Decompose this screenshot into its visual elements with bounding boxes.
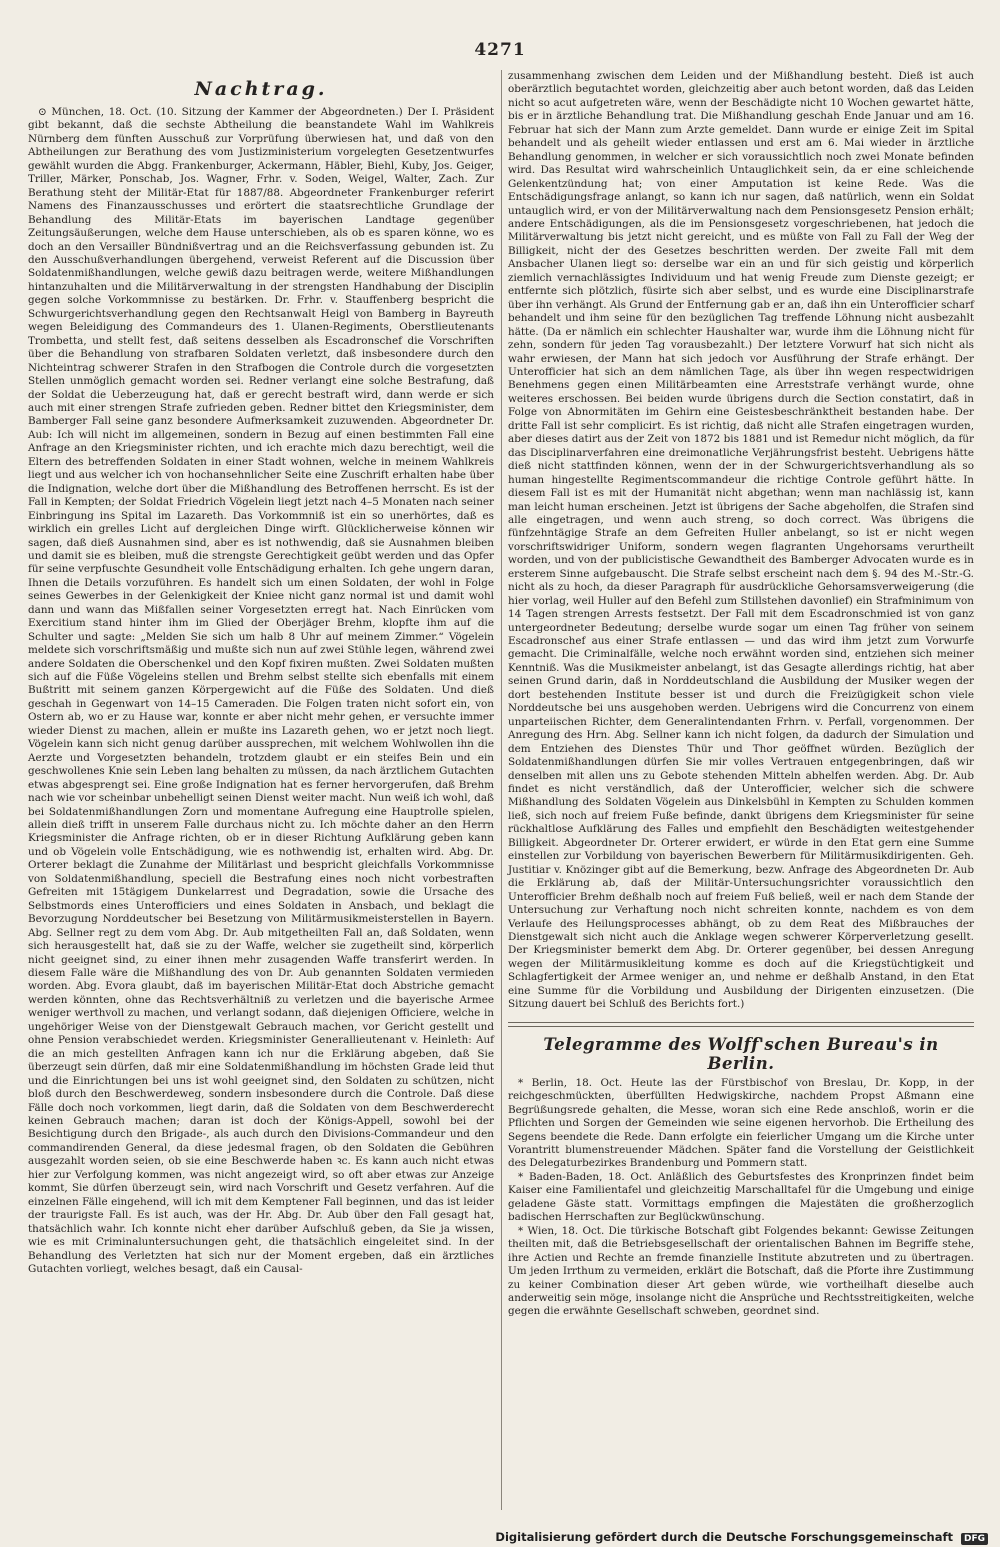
column-divider — [501, 70, 502, 1510]
footer-credit — [495, 1530, 988, 1545]
footer-text: Digitalisierung gefördert durch die Deutsche Forschungsgemeinschaft — [495, 1530, 953, 1544]
telegram-item: * Berlin, 18. Oct. Heute las der Fürstbischof von Breslau, Dr. Kopp, in der reichgeschmückten, überfüllten Hedwigskirche, nachdem Propst Aßmann eine Begrüßungsrede gehalten, die Messe, woran sich eine Rede anschloß, worin er die Pflichten und Sorgen der Gemeinden wie seine eigenen hervorhob. Die Ertheilung des Segens beendete die Rede. Dann erfolgte ein feierlicher Umgang um die Kirche unter Vorantritt blumenstreuender Mädchen. Später fand die Vorstellung der Geistlichkeit des Delegaturbezirkes Brandenburg und Pommern statt. — [508, 1076, 974, 1170]
article-paragraph: zusammenhang zwischen dem Leiden und der Mißhandlung besteht. Dieß ist auch oberärztlich begutachtet worden, gleichzeitig aber auch betont worden, daß das Leiden nicht so acut aufgetreten wäre, wenn der Beschädigte nicht 10 Wochen gewartet hätte, bis er in ärztliche Behandlung trat. Die Mißhandlung geschah Ende Januar und am 16. Februar hat sich der Mann zum Arzte gemeldet. Dann wurde er einige Zeit im Spital behandelt und als geheilt wieder entlassen und erst am 6. Mai wieder in ärztliche Behandlung genommen, in welcher er sich voraussichtlich noch zwei Monate befinden wird. Das Resultat wird wahrscheinlich Untauglichkeit sein, da er eine schleichende Gelenkentzündung hat; von einer Amputation ist keine Rede. Was die Entschädigungsfrage anlangt, so kann ich nur sagen, daß natürlich, wenn ein Soldat untauglich wird, er von der Militärverwaltung nach dem Pensionsgesetz Pension erhält; andere Entschädigungen, als die im Pensionsgesetz vorgeschriebenen, hat jedoch die Militärverwaltung bis jetzt nicht gereicht, und es müßte von Fall zu Fall der Weg der Billigkeit, nicht der des Gesetzes beschritten werden. Der zweite Fall mit dem Ansbacher Ulanen liegt so: derselbe war ein an und für sich geistig und körperlich ziemlich vernachlässigtes Individuum und hat wenig Freude zum Dienste gezeigt; er entfernte sich plötzlich, füsirte sich aber selbst, und es wurde eine Disciplinarstrafe über ihn verhängt. Als Grund der Entfernung gab er an, daß ihn ein Unterofficier scharf behandelt und ihm seine für den bezüglichen Tag treffende Löhnung nicht ausbezahlt hätte. (Da er nämlich ein schlechter Haushalter war, wurde ihm die Löhnung nicht für zehn, sondern für jeden Tag vorausbezahlt.) Der letztere Vorwurf hat sich nicht als wahr erwiesen, der Mann hat sich jedoch vor Ausführung der Strafe erhängt. Der Unterofficier hat sich an dem nämlichen Tage, als über ihn wegen respectwidrigen Benehmens gegen einen Militärbeamten eine Arreststrafe verhängt wurde, ohne weiteres erschossen. Bei beiden wurde übrigens durch die Section constatirt, daß in Folge von Abnormitäten im Gehirn eine Geistesbeschränktheit bestanden habe. Der dritte Fall ist sehr complicirt. Es ist richtig, daß nicht alle Strafen eingetragen wurden, aber dieses datirt aus der Zeit von 1872 bis 1881 und ist Remedur nicht möglich, da für das Disciplinarverfahren eine dreimonatliche Verjährungsfrist besteht. Uebrigens hätte dieß nicht stattfinden können, wenn der in der Schwurgerichtsverhandlung als so human hingestellte Regimentscommandeur die richtige Controle geführt hätte. In diesem Fall ist es mit der Humanität nicht abgethan; wenn man nachlässig ist, kann man leicht human erscheinen. Jetzt ist übrigens der Sache abgeholfen, die Strafen sind alle eingetragen, und wenn auch streng, so doch correct. Was übrigens die fünfzehntägige Strafe an dem Gefreiten Huller anbelangt, so ist er nicht wegen vorschriftswidriger Uniform, sondern wegen flagranten Ungehorsams verurtheilt worden, und von der publicistische Gewandtheit des Bamberger Advocaten wurde es in ersterem Sinne aufgebauscht. Die Strafe selbst erscheint nach dem §. 94 des M.-Str.-G. nicht als zu hoch, da dieser Paragraph für ausdrückliche Gehorsamsverweigerung (die hier vorlag, weil Huller auf den Befehl zum Stillstehen davonlief) ein Strafminimum von 14 Tagen strengen Arrests festsetzt. Der Fall mit dem Escadronschmied ist von ganz untergeordneter Bedeutung; derselbe wurde sogar um einen Tag früher von seinem Escadronschef aus einer Strafe entlassen — und das wird ihm jetzt zum Vorwurfe gemacht. Die Criminalfälle, welche noch erwähnt worden sind, entziehen sich meiner Kenntniß. Was die Musikmeister anbelangt, ist das Gesagte allerdings richtig, hat aber seinen Grund darin, daß in Norddeutschland die Ausbildung der Musiker wegen der dort bestehenden Institute besser ist und durch die Freizügigkeit schon viele Norddeutsche bei uns ausgehoben werden. Uebrigens wird die Concurrenz von einem unparteiischen Richter, dem Generalintendanten Frhrn. v. Perfall, vorgenommen. Der Anregung des Hrn. Abg. Sellner kann ich nicht folgen, da dadurch der Simulation und dem Entziehen des Dienstes Thür und Thor geöffnet würden. Bezüglich der Soldatenmißhandlungen dürfen Sie mir volles Vertrauen entgegenbringen, daß wir denselben mit allen uns zu Gebote stehenden Mitteln abhelfen werden. Abg. Dr. Aub findet es nicht verständlich, daß der Unterofficier, welcher sich die schwere Mißhandlung des Soldaten Vögelein aus Dinkelsbühl in Kempten zu Schulden kommen ließ, sich noch auf freiem Fuße befinde, dankt übrigens dem Kriegsminister für seine rückhaltlose Aufklärung des Falles und empfiehlt den Beschädigten weitestgehender Billigkeit. Abgeordneter Dr. Orterer erwidert, er würde in den Etat gern eine Summe einstellen zur Vorbildung von bayerischen Bewerbern für Militärmusikdirigenten. Geh. Justitiar v. Knözinger gibt auf die Bemerkung, bezw. Anfrage des Abgeordneten Dr. Aub die Erklärung ab, daß der Militär-Untersuchungsrichter voraussichtlich den Unterofficier Brehm deßhalb noch auf freiem Fuß beließ, weil er nach dem Stande der Untersuchung zur Verhaftung noch nicht schreiten konnte, nachdem es von dem Verlaufe des Heilungsprocesses abhängt, ob zu dem Reat des Mißbrauches der Dienstgewalt sich nicht auch die Anklage wegen schwerer Körperverletzung gesellt. Der Kriegsminister bemerkt dem Abg. Dr. Orterer gegenüber, bei dessen Anregung wegen der Militärmusikleitung komme es doch auf die Kriegstüchtigkeit und Schlagfertigkeit der Armee weniger an, und nehme er deßhalb Anstand, in den Etat eine Summe für die Vorbildung und Ausbildung der Dirigenten einzusetzen. (Die Sitzung dauert bei Schluß des Berichts fort.) — [508, 70, 974, 1011]
section-divider — [508, 1022, 974, 1027]
left-column — [28, 70, 494, 1276]
page-number: 4271 — [474, 40, 526, 60]
telegram-item: * Baden-Baden, 18. Oct. Anläßlich des Geburtsfestes des Kronprinzen findet beim Kaiser eine Familientafel und gleichzeitig Marschalltafel für die Umgebung und einige geladene Gäste statt. Vormittags empfingen die Majestäten die großherzoglich badischen Herrschaften zur Beglückwünschung. — [508, 1170, 974, 1224]
telegram-heading: Telegramme des Wolff'schen Bureau's in Berlin. — [543, 1034, 939, 1073]
telegram-item: * Wien, 18. Oct. Die türkische Botschaft gibt Folgendes bekannt: Gewisse Zeitungen theilten mit, daß die Betriebsgesellschaft der orientalischen Bahnen im Begriffe stehe, ihre Actien und Rechte an fremde finanzielle Institute abzutreten und zu übertragen. Um jeden Irrthum zu vermeiden, erklärt die Botschaft, daß die Pforte ihre Zustimmung zu keiner Combination dieser Art geben würde, wie vortheilhaft dieselbe auch anderweitig sein möge, insolange nicht die Ansprüche und Rechtsstreitigkeiten, welche gegen die erwähnte Gesellschaft schweben, geordnet sind. — [508, 1224, 974, 1318]
section-heading: Nachtrag. — [194, 78, 328, 100]
article-paragraph: ⊙ München, 18. Oct. (10. Sitzung der Kammer der Abgeordneten.) Der I. Präsident gibt bekannt, daß die sechste Abtheilung die beanstandete Wahl im Wahlkreis Nürnberg dem fünften Ausschuß zur Vorprüfung überwiesen hat, und daß von den Abtheilungen zur Berathung des vom Justizministerium vorgelegten Gesetzentwurfes gewählt wurden die Abgg. Frankenburger, Ackermann, Häbler, Biehl, Kuby, Jos. Geiger, Triller, Märker, Ponschab, Jos. Wagner, Frhr. v. Soden, Weigel, Walter, Zach. Zur Berathung steht der Militär-Etat für 1887/88. Abgeordneter Frankenburger referirt Namens des Finanzausschusses und erörtert die staatsrechtliche Grundlage der Behandlung des Militär-Etats im bayerischen Landtage gegenüber Zeitungsäußerungen, welche dem Hause unterschieben, als ob es sparen könne, wo es doch an den Versailler Bündnißvertrag und an die Reichsverfassung gebunden ist. Zu den Ausschußverhandlungen übergehend, verweist Referent auf die Discussion über Soldatenmißhandlungen, welche gewiß dazu beitragen werde, weitere Mißhandlungen hintanzuhalten und die Militärverwaltung in der strengsten Handhabung der Disciplin gegen solche Vorkommnisse zu bestärken. Dr. Frhr. v. Stauffenberg bespricht die Schwurgerichtsverhandlung gegen den Rechtsanwalt Heigl von Bamberg in Bayreuth wegen Beleidigung des Commandeurs des 1. Ulanen-Regiments, Oberstlieutenants Trombetta, und stellt fest, daß seitens desselben als Escadronschef die Vorschriften über die Behandlung von strafbaren Soldaten verletzt, daß insbesondere durch den Nichteintrag schwerer Strafen in den Strafbogen die Controle durch die vorgesetzten Stellen unmöglich gemacht worden sei. Redner verlangt eine solche Bestrafung, daß der Soldat die Ueberzeugung hat, daß er gerecht bestraft wird, dann werde er sich auch mit einer strengen Strafe zufrieden geben. Redner bittet den Kriegsminister, dem Bamberger Fall seine ganz besondere Aufmerksamkeit zuzuwenden. Abgeordneter Dr. Aub: Ich will nicht im allgemeinen, sondern in Bezug auf einen bestimmten Fall eine Anfrage an den Kriegsminister richten, und ich erachte mich dazu berechtigt, weil die Eltern des betreffenden Soldaten in einer Stadt wohnen, welche in meinem Wahlkreis liegt und aus welcher ich von hochansehnlicher Seite eine Zuschrift erhalten habe über die Indignation, welche dort über die Mißhandlung des Betroffenen herrscht. Es ist der Fall in Kempten; der Soldat Friedrich Vögelein liegt jetzt nach 4–5 Monaten nach seiner Einbringung ins Spital im Lazareth. Das Vorkommniß ist ein so unerhörtes, daß es wirklich ein grelles Licht auf dergleichen Dinge wirft. Glücklicherweise können wir sagen, daß dieß Ausnahmen sind, aber es ist nothwendig, daß sie Ausnahmen bleiben und damit sie es bleiben, muß die strengste Gerechtigkeit geübt werden und das Opfer für seine verpfuschte Gesundheit volle Entschädigung erhalten. Ich gehe ungern daran, Ihnen die Details vorzuführen. Es handelt sich um einen Soldaten, der wohl in Folge seines Gewerbes in der Gelenkigkeit der Kniee nicht ganz normal ist und damit wohl dann und wann das Mißfallen seiner Vorgesetzten erregt hat. Nach Einrücken vom Exercitium stand hinter ihm im Glied der Oberjäger Brehm, klopfte ihm auf die Schulter und sagte: „Melden Sie sich um halb 8 Uhr auf meinem Zimmer.“ Vögelein meldete sich vorschriftsmäßig und mußte sich nun auf zwei Stühle legen, während zwei andere Soldaten die Oberschenkel und den Kopf fixiren mußten. Zwei Soldaten mußten sich auf die Füße Vögeleins stellen und Brehm selbst stellte sich ebenfalls mit einem Bußtritt mit seinem ganzen Körpergewicht auf die Füße des Soldaten. Und dieß geschah in Gegenwart von 14–15 Cameraden. Die Folgen traten nicht sofort ein, von Ostern ab, wo er zu Hause war, konnte er aber nicht mehr gehen, er versuchte immer wieder Dienst zu machen, allein er mußte ins Lazareth gehen, wo er jetzt noch liegt. Vögelein kann sich nicht genug darüber aussprechen, mit welchem Wohlwollen ihn die Aerzte und Vorgesetzten behandeln, trotzdem glaubt er ein steifes Bein und ein geschwollenes Knie sein Leben lang behalten zu müssen, da nach ärztlichem Gutachten etwas abgesprengt sei. Eine große Indignation hat es ferner hervorgerufen, daß Brehm nach wie vor scheinbar unbehelligt seinen Dienst weiter macht. Nun weiß ich wohl, daß bei Soldatenmißhandlungen Zorn und momentane Aufregung eine Hauptrolle spielen, allein dieß trifft in unserem Falle durchaus nicht zu. Ich möchte daher an den Herrn Kriegsminister die Anfrage richten, ob er in dieser Richtung Aufklärung geben kann und ob Vögelein volle Entschädigung, wie es nothwendig ist, erhalten wird. Abg. Dr. Orterer beklagt die Zunahme der Militärlast und bespricht gleichfalls Vorkommnisse von Soldatenmißhandlung, speciell die Bestrafung eines noch nicht vorbestraften Gefreiten mit 15tägigem Dunkelarrest und Degradation, sowie die Ursache des Selbstmords eines Unterofficiers und eines Soldaten in Ansbach, und beklagt die Bevorzugung Norddeutscher bei Besetzung von Militärmusikmeisterstellen in Bayern. Abg. Sellner regt zu dem vom Abg. Dr. Aub mitgetheilten Fall an, daß Soldaten, wenn sich herausgestellt hat, daß sie zu der Waffe, welcher sie zugetheilt sind, körperlich nicht geeignet sind, zu einer ihnen mehr zusagenden Waffe transferirt werden. In diesem Falle wäre die Mißhandlung des von Dr. Aub genannten Soldaten vermieden worden. Abg. Evora glaubt, daß im bayerischen Militär-Etat doch Abstriche gemacht werden könnten, ohne das Rechtsverhältniß zu verletzen und die bayerische Armee weniger werthvoll zu machen, und verlangt sodann, daß diejenigen Officiere, welche in ungehöriger Weise von der Dienstgewalt Gebrauch machen, vor Gericht gestellt und ohne Pension verabschiedet werden. Kriegsminister Generallieutenant v. Heinleth: Auf die an mich gestellten Anfragen kann ich nur die Erklärung abgeben, daß Sie überzeugt sein dürfen, daß mir eine Soldatenmißhandlung im höchsten Grade leid thut und die Einrichtungen bei uns ist wohl geeignet sind, den Soldaten zu schützen, nicht bloß durch den Beschwerdeweg, sondern insbesondere durch die Controle. Daß diese Fälle doch noch vorkommen, liegt darin, daß die Soldaten von dem Beschwerderecht keinen Gebrauch machen; daran ist doch der Königs-Appell, sowohl bei der Besichtigung durch den Brigade-, als auch durch den Divisions-Commandeur und den commandirenden General, da diese jedesmal fragen, ob den Soldaten die Gebühren ausgezahlt worden seien, ob sie eine Beschwerde haben ꝛc. Es kann auch nicht etwas hier zur Verfolgung kommen, was nicht angezeigt wird, so oft aber etwas zur Anzeige kommt, Sie dürfen überzeugt sein, wird nach Vorschrift und Gesetz verfahren. Auf die einzelnen Fälle eingehend, will ich mit dem Kemptener Fall beginnen, und das ist leider der traurigste Fall. Es ist auch, was der Hr. Abg. Dr. Aub über den Fall gesagt hat, thatsächlich wahr. Ich konnte nicht eher darüber Aufschluß geben, da Sie ja wissen, wie es mit Criminaluntersuchungen geht, die thatsächlich eingeleitet sind. In der Behandlung des Verletzten hat sich nur der Moment ergeben, daß ein ärztliches Gutachten vorliegt, welches besagt, daß ein Causal- — [28, 106, 494, 1275]
right-column — [508, 70, 974, 1319]
dfg-logo: DFG — [961, 1533, 988, 1545]
